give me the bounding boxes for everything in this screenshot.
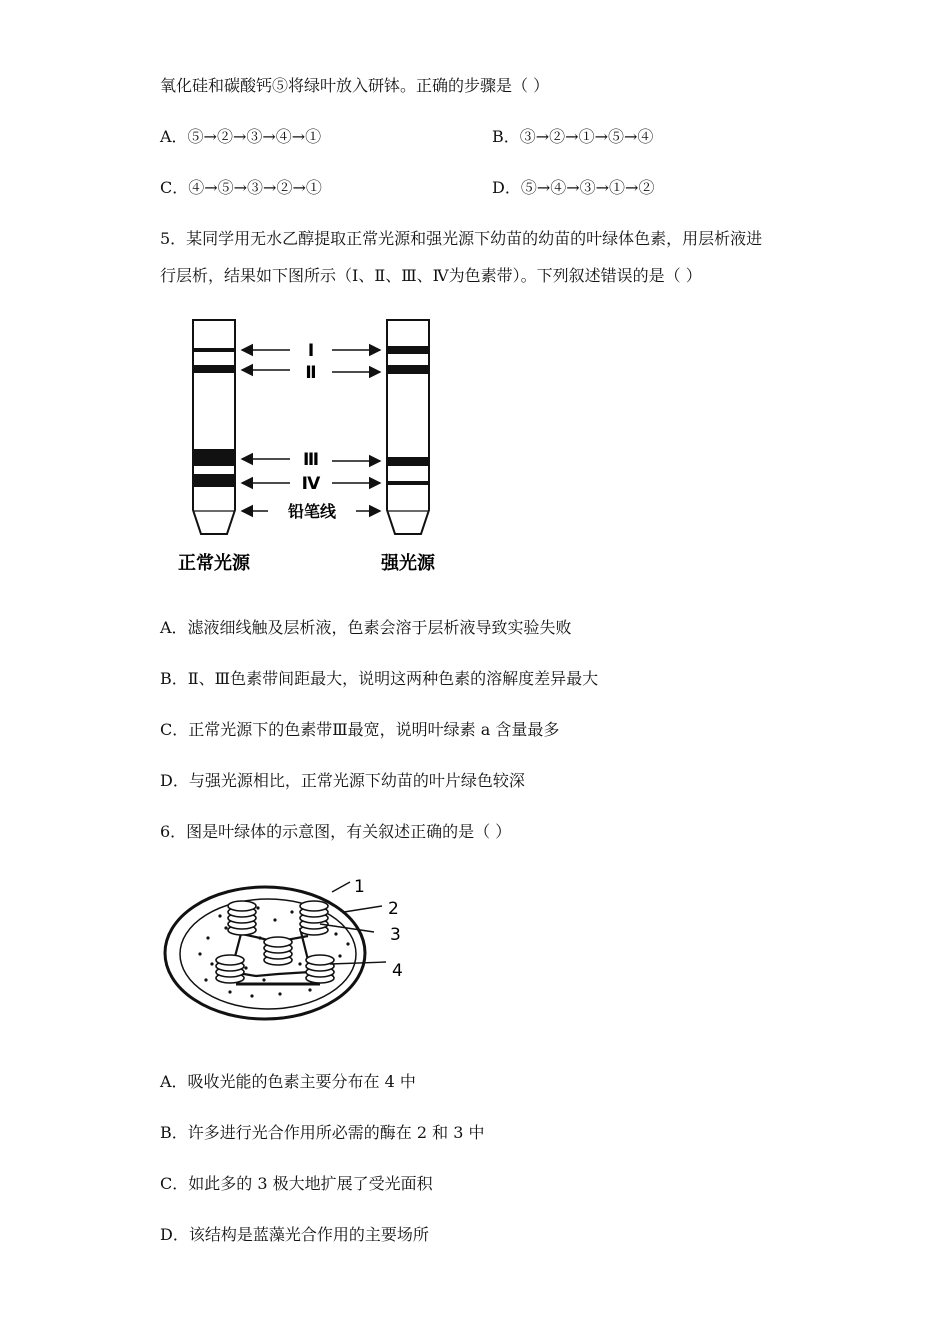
chloroplast-figure	[160, 868, 420, 1038]
band-iii-normal	[194, 449, 234, 466]
q4-stem-tail: 氧化硅和碳酸钙⑤将绿叶放入研钵。正确的步骤是（ ）	[160, 76, 550, 95]
q5-stem-line2: 行层析，结果如下图所示（Ⅰ、Ⅱ、Ⅲ、Ⅳ为色素带）。下列叙述错误的是（ ）	[160, 266, 702, 285]
q5-option-d: D．与强光源相比，正常光源下幼苗的叶片绿色较深	[160, 771, 525, 790]
label-band-i: Ⅰ	[307, 341, 315, 361]
caption-normal-light: 正常光源	[178, 553, 250, 574]
q5-stem-line1: 5．某同学用无水乙醇提取正常光源和强光源下幼苗的幼苗的叶绿体色素，用层析液进	[160, 229, 763, 248]
q5-option-b: B．Ⅱ、Ⅲ色素带间距最大，说明这两种色素的溶解度差异最大	[160, 669, 599, 688]
band-iii-strong	[388, 457, 428, 466]
band-iv-strong	[388, 481, 428, 485]
label-part-2: 2	[388, 899, 399, 919]
granum-4	[216, 955, 244, 983]
label-part-1: 1	[354, 877, 365, 897]
q6-option-a: A．吸收光能的色素主要分布在 4 中	[160, 1072, 416, 1091]
granum-2	[300, 901, 328, 935]
label-pencil-line: 铅笔线	[287, 502, 337, 521]
granum-3	[264, 937, 292, 965]
label-band-ii: Ⅱ	[305, 363, 317, 383]
band-iv-normal	[194, 474, 234, 487]
q4-option-b: B．③→②→①→⑤→④	[492, 127, 654, 146]
q6-option-c: C．如此多的 3 极大地扩展了受光面积	[160, 1174, 433, 1193]
q6-stem: 6．图是叶绿体的示意图，有关叙述正确的是（ ）	[160, 822, 512, 841]
caption-strong-light: 强光源	[381, 553, 435, 574]
q6-option-b: B．许多进行光合作用所必需的酶在 2 和 3 中	[160, 1123, 485, 1142]
label-band-iv: Ⅳ	[301, 474, 321, 494]
granum-1	[228, 901, 256, 935]
strong-light-strip	[387, 320, 429, 534]
band-ii-normal	[194, 365, 234, 373]
band-ii-strong	[388, 365, 428, 374]
label-part-3: 3	[390, 925, 401, 945]
chromatography-figure	[160, 312, 460, 582]
q4-option-d: D．⑤→④→③→①→②	[492, 178, 655, 197]
label-band-iii: Ⅲ	[302, 450, 320, 470]
q5-option-c: C．正常光源下的色素带Ⅲ最宽，说明叶绿素 a 含量最多	[160, 720, 560, 739]
q5-option-a: A．滤液细线触及层析液，色素会溶于层析液导致实验失败	[160, 618, 572, 637]
label-part-4: 4	[392, 961, 403, 981]
q6-option-d: D．该结构是蓝藻光合作用的主要场所	[160, 1225, 429, 1244]
granum-5	[306, 955, 334, 983]
q4-option-c: C．④→⑤→③→②→①	[160, 178, 322, 197]
band-i-strong	[388, 346, 428, 354]
q4-option-a: A．⑤→②→③→④→①	[160, 127, 322, 146]
normal-light-strip	[193, 320, 235, 534]
band-i-normal	[194, 348, 234, 352]
